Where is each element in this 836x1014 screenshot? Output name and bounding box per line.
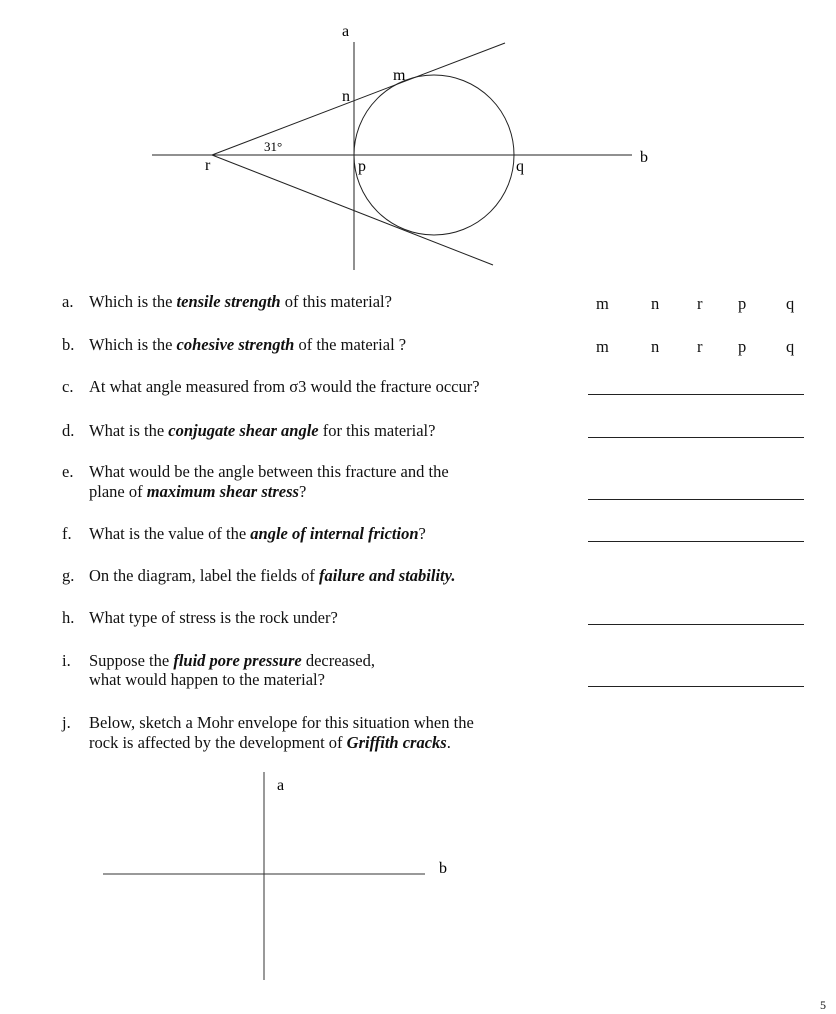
answer-line-d[interactable]: [588, 437, 804, 438]
answer-line-e[interactable]: [588, 499, 804, 500]
question-text: Which is the cohesive strength of the material ?: [89, 335, 407, 354]
choice-q[interactable]: q: [786, 337, 795, 356]
label-p: p: [358, 158, 366, 175]
choice-q[interactable]: q: [786, 294, 795, 313]
question-letter: i.: [62, 651, 71, 670]
choice-m[interactable]: m: [596, 294, 609, 313]
label-m: m: [393, 67, 406, 84]
label-n: n: [342, 88, 350, 105]
question-letter: b.: [62, 335, 75, 354]
question-text: Which is the tensile strength of this material?: [89, 292, 392, 311]
answer-line-i[interactable]: [588, 686, 804, 687]
choice-r[interactable]: r: [697, 337, 703, 356]
mohr-diagram: [0, 0, 836, 280]
choice-p[interactable]: p: [738, 294, 747, 313]
label-q: q: [516, 158, 524, 175]
question-text: What would be the angle between this fracture and the: [89, 462, 449, 481]
question-letter: g.: [62, 566, 75, 585]
question-letter: e.: [62, 462, 74, 481]
question-text: Below, sketch a Mohr envelope for this situation when the: [89, 713, 474, 732]
sketch-axes[interactable]: [0, 770, 836, 1000]
choice-n[interactable]: n: [651, 294, 660, 313]
answer-line-h[interactable]: [588, 624, 804, 625]
question-text-line2: what would happen to the material?: [89, 670, 325, 689]
question-letter: h.: [62, 608, 75, 627]
question-letter: j.: [62, 713, 71, 732]
label-r: r: [205, 157, 211, 174]
label-a: a: [342, 23, 350, 40]
question-text: What is the value of the angle of internal friction?: [89, 524, 426, 543]
label-b: b: [640, 149, 648, 166]
question-text: What is the conjugate shear angle for this material?: [89, 421, 436, 440]
choice-r[interactable]: r: [697, 294, 703, 313]
question-letter: c.: [62, 377, 74, 396]
choice-n[interactable]: n: [651, 337, 660, 356]
question-text: Suppose the fluid pore pressure decreased,: [89, 651, 375, 670]
question-text: What type of stress is the rock under?: [89, 608, 338, 627]
question-text-line2: rock is affected by the development of Griffith cracks.: [89, 733, 451, 752]
question-letter: d.: [62, 421, 75, 440]
sketch-label-a: a: [277, 777, 285, 794]
choice-m[interactable]: m: [596, 337, 609, 356]
question-text: On the diagram, label the fields of failure and stability.: [89, 566, 456, 585]
question-letter: a.: [62, 292, 74, 311]
question-text: At what angle measured from σ3 would the fracture occur?: [89, 377, 480, 396]
answer-line-c[interactable]: [588, 394, 804, 395]
question-text-line2: plane of maximum shear stress?: [89, 482, 307, 501]
answer-line-f[interactable]: [588, 541, 804, 542]
page-number: 5: [820, 998, 826, 1012]
angle-label: 31°: [264, 139, 283, 154]
upper-envelope: [212, 43, 505, 155]
choice-p[interactable]: p: [738, 337, 747, 356]
question-letter: f.: [62, 524, 72, 543]
sketch-label-b: b: [439, 860, 447, 877]
lower-envelope: [212, 155, 493, 265]
